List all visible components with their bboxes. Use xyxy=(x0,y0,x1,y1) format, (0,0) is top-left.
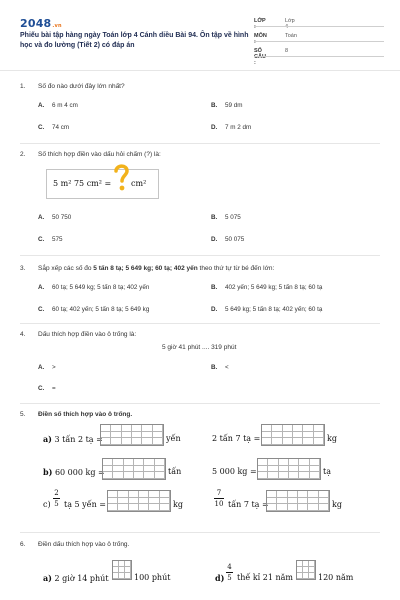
lop-label: LỚP : xyxy=(254,18,266,30)
q5-c1-mid: tạ 5 yến = xyxy=(64,500,106,509)
grid-cell xyxy=(108,498,118,505)
grid-cell xyxy=(139,498,149,505)
grid-cell xyxy=(279,472,289,479)
grid-cell xyxy=(258,472,268,479)
grid-cell xyxy=(272,432,282,439)
expression-right: cm² xyxy=(131,179,147,188)
grid-cell xyxy=(268,466,278,473)
q1-option-d[interactable]: D. 7 m 2 dm xyxy=(211,124,252,131)
grid-cell xyxy=(118,504,128,511)
grid-cell xyxy=(153,438,163,445)
grid-cell xyxy=(129,491,139,498)
question-number: 2. xyxy=(20,151,26,158)
grid-cell xyxy=(101,432,111,439)
q6-a-left: a) 2 giờ 14 phút xyxy=(43,573,109,583)
q5-b2-unit: tạ xyxy=(323,467,331,476)
grid-cell xyxy=(101,425,111,432)
divider xyxy=(20,255,380,256)
grid-cell xyxy=(155,459,165,466)
worksheet-header xyxy=(0,0,400,66)
question-4 xyxy=(20,331,136,338)
answer-grid[interactable] xyxy=(266,490,330,512)
question-2 xyxy=(20,151,161,158)
grid-cell xyxy=(111,425,121,432)
grid-cell xyxy=(122,438,132,445)
q3-option-a[interactable]: A. 60 tạ; 5 649 kg; 5 tấn 8 tạ; 402 yến xyxy=(38,284,150,291)
grid-cell xyxy=(299,459,309,466)
grid-cell xyxy=(108,504,118,511)
grid-cell xyxy=(310,472,320,479)
grid-cell xyxy=(129,498,139,505)
q1-option-a[interactable]: A. 6 m 4 cm xyxy=(38,102,78,109)
grid-cell xyxy=(309,573,315,579)
comparison-expression: 5 giờ 41 phút .... 319 phút xyxy=(162,344,237,351)
grid-cell xyxy=(277,491,287,498)
q1-option-c[interactable]: C. 74 cm xyxy=(38,124,70,131)
grid-cell xyxy=(144,459,154,466)
grid-cell xyxy=(310,459,320,466)
q6-d-mid: thế kỉ 21 năm xyxy=(237,573,294,582)
q2-option-a[interactable]: A. 50 750 xyxy=(38,214,72,221)
grid-cell xyxy=(298,491,308,498)
divider xyxy=(20,323,380,324)
grid-cell xyxy=(139,491,149,498)
grid-cell xyxy=(262,425,272,432)
grid-cell xyxy=(267,491,277,498)
grid-cell xyxy=(111,438,121,445)
q3-option-b[interactable]: B. 402 yến; 5 649 kg; 5 tấn 8 tạ; 60 tạ xyxy=(211,284,323,291)
q5-c2-fraction: 7 10 xyxy=(214,489,224,508)
question-5 xyxy=(20,411,132,418)
grid-cell xyxy=(298,498,308,505)
grid-cell xyxy=(319,504,329,511)
grid-cell xyxy=(279,459,289,466)
grid-cell xyxy=(103,472,113,479)
grid-cell xyxy=(139,504,149,511)
grid-cell xyxy=(160,491,170,498)
sign-box[interactable] xyxy=(296,560,316,580)
q5-a-unit: yến xyxy=(166,434,181,443)
grid-cell xyxy=(103,459,113,466)
grid-cell xyxy=(314,425,324,432)
grid-cell xyxy=(129,504,139,511)
grid-cell xyxy=(122,432,132,439)
so-cau-value: 8 xyxy=(285,48,289,54)
q5-b2-left: 5 000 kg = xyxy=(212,467,257,476)
q3-option-d[interactable]: D. 5 649 kg; 5 tấn 8 tạ; 402 yến; 60 tạ xyxy=(211,306,323,313)
grid-cell xyxy=(101,438,111,445)
sign-box[interactable] xyxy=(112,560,132,580)
grid-cell xyxy=(298,504,308,511)
q4-option-b[interactable]: B. < xyxy=(211,364,229,371)
grid-cell xyxy=(258,459,268,466)
q2-option-b[interactable]: B. 5 075 xyxy=(211,214,241,221)
answer-grid[interactable] xyxy=(261,424,325,446)
answer-grid[interactable] xyxy=(107,490,171,512)
grid-cell xyxy=(124,459,134,466)
grid-cell xyxy=(288,498,298,505)
divider xyxy=(254,26,384,27)
q3-option-c[interactable]: C. 60 tạ; 402 yến; 5 tấn 8 tạ; 5 649 kg xyxy=(38,306,150,313)
q6-d-label: d) xyxy=(215,573,225,583)
grid-cell xyxy=(153,432,163,439)
q6-d-right: 120 năm xyxy=(318,573,354,582)
question-mark-icon xyxy=(113,163,130,193)
q5-a2-left: 2 tấn 7 tạ = xyxy=(212,434,261,443)
question-text: Số đo nào dưới đây lớn nhất? xyxy=(38,83,125,90)
mon-value: Toán xyxy=(285,33,297,39)
header-divider xyxy=(0,70,400,71)
answer-grid[interactable] xyxy=(100,424,164,446)
q5-a-left: a) 3 tấn 2 tạ = xyxy=(43,434,103,444)
q1-option-b[interactable]: B. 59 dm xyxy=(211,102,243,109)
question-text: Điền số thích hợp vào ô trống. xyxy=(38,411,133,418)
grid-cell xyxy=(144,472,154,479)
question-number: 5. xyxy=(20,411,26,418)
grid-cell xyxy=(155,472,165,479)
grid-cell xyxy=(262,432,272,439)
q6-d-fraction: 4 5 xyxy=(227,563,232,582)
grid-cell xyxy=(277,498,287,505)
grid-cell xyxy=(113,459,123,466)
worksheet-title: Phiếu bài tập hàng ngày Toán lớp 4 Cánh diều Bài 94. Ôn tập về hình học và đo lường (Tiết 2) có đáp án xyxy=(20,32,249,49)
grid-cell xyxy=(134,472,144,479)
q4-option-a[interactable]: A. > xyxy=(38,364,56,371)
grid-cell xyxy=(288,504,298,511)
logo-suffix: .vn xyxy=(52,23,62,29)
grid-cell xyxy=(113,466,123,473)
question-1 xyxy=(20,83,125,90)
grid-cell xyxy=(293,425,303,432)
divider xyxy=(254,56,384,57)
grid-cell xyxy=(319,491,329,498)
grid-cell xyxy=(149,498,159,505)
divider xyxy=(254,41,384,42)
question-number: 6. xyxy=(20,541,26,548)
grid-cell xyxy=(289,472,299,479)
grid-cell xyxy=(142,425,152,432)
grid-cell xyxy=(293,438,303,445)
grid-cell xyxy=(113,472,123,479)
grid-cell xyxy=(118,491,128,498)
question-text: Số thích hợp điền vào dấu hỏi chấm (?) là: xyxy=(38,151,161,158)
grid-cell xyxy=(103,466,113,473)
grid-cell xyxy=(283,425,293,432)
grid-cell xyxy=(272,425,282,432)
grid-cell xyxy=(155,466,165,473)
grid-cell xyxy=(258,466,268,473)
grid-cell xyxy=(288,491,298,498)
grid-cell xyxy=(314,432,324,439)
question-number: 3. xyxy=(20,265,26,272)
q2-option-d[interactable]: D. 50 075 xyxy=(211,236,245,243)
expression-left: 5 m² 75 cm² = xyxy=(53,179,112,188)
grid-cell xyxy=(149,491,159,498)
q5-c1-fraction: 2 5 xyxy=(54,489,59,508)
q5-c-label: c) xyxy=(43,500,51,509)
grid-cell xyxy=(303,432,313,439)
grid-cell xyxy=(310,466,320,473)
grid-cell xyxy=(303,438,313,445)
q2-option-c[interactable]: C. 575 xyxy=(38,236,63,243)
grid-cell xyxy=(308,504,318,511)
grid-cell xyxy=(160,498,170,505)
grid-cell xyxy=(262,438,272,445)
q5-a2-unit: kg xyxy=(327,434,337,443)
grid-cell xyxy=(299,472,309,479)
lop-value: Lớp 4 xyxy=(285,18,295,30)
divider xyxy=(20,403,380,404)
grid-cell xyxy=(319,498,329,505)
grid-cell xyxy=(299,466,309,473)
q6-a-right: 100 phút xyxy=(134,573,171,582)
grid-cell xyxy=(108,491,118,498)
q5-c2-unit: kg xyxy=(332,500,342,509)
grid-cell xyxy=(267,498,277,505)
grid-cell xyxy=(277,504,287,511)
grid-cell xyxy=(122,425,132,432)
bold-measures: 5 tấn 8 tạ; 5 649 kg; 60 tạ; 402 yến xyxy=(93,265,198,272)
question-text: Điền dấu thích hợp vào ô trống. xyxy=(38,541,130,548)
grid-cell xyxy=(142,438,152,445)
q4-option-c[interactable]: C. = xyxy=(38,385,56,392)
divider xyxy=(20,532,380,533)
grid-cell xyxy=(134,466,144,473)
q5-c2-mid: tấn 7 tạ = xyxy=(228,500,269,509)
grid-cell xyxy=(308,491,318,498)
grid-cell xyxy=(132,438,142,445)
q5-c1-unit: kg xyxy=(173,500,183,509)
grid-cell xyxy=(279,466,289,473)
grid-cell xyxy=(149,504,159,511)
site-logo[interactable]: 2048.vn xyxy=(20,17,62,30)
grid-cell xyxy=(142,432,152,439)
divider xyxy=(20,143,380,144)
grid-cell xyxy=(268,472,278,479)
q5-b-unit: tấn xyxy=(168,467,182,476)
grid-cell xyxy=(303,425,313,432)
grid-cell xyxy=(289,466,299,473)
so-cau-label: SỐ CÂU : xyxy=(254,48,266,66)
mon-label: MÔN : xyxy=(254,33,267,45)
grid-cell xyxy=(283,438,293,445)
grid-cell xyxy=(293,432,303,439)
grid-cell xyxy=(153,425,163,432)
answer-grid[interactable] xyxy=(102,458,166,480)
grid-cell xyxy=(125,573,131,579)
grid-cell xyxy=(111,432,121,439)
grid-cell xyxy=(160,504,170,511)
question-6 xyxy=(20,541,129,548)
grid-cell xyxy=(267,504,277,511)
question-number: 1. xyxy=(20,83,26,90)
grid-cell xyxy=(132,425,142,432)
grid-cell xyxy=(124,466,134,473)
question-text: Dấu thích hợp điền vào ô trống là: xyxy=(38,331,137,338)
grid-cell xyxy=(283,432,293,439)
grid-cell xyxy=(268,459,278,466)
grid-cell xyxy=(118,498,128,505)
q5-b-left: b) 60 000 kg = xyxy=(43,467,105,477)
grid-cell xyxy=(144,466,154,473)
grid-cell xyxy=(272,438,282,445)
grid-cell xyxy=(289,459,299,466)
grid-cell xyxy=(132,432,142,439)
grid-cell xyxy=(124,472,134,479)
question-3: 3. Sắp xếp các số đo 5 tấn 8 tạ; 5 649 kg; 60 tạ; 402 yến theo thứ tự từ bé đến lớn: xyxy=(20,265,275,272)
grid-cell xyxy=(308,498,318,505)
question-number: 4. xyxy=(20,331,26,338)
grid-cell xyxy=(134,459,144,466)
grid-cell xyxy=(314,438,324,445)
answer-grid[interactable] xyxy=(257,458,321,480)
